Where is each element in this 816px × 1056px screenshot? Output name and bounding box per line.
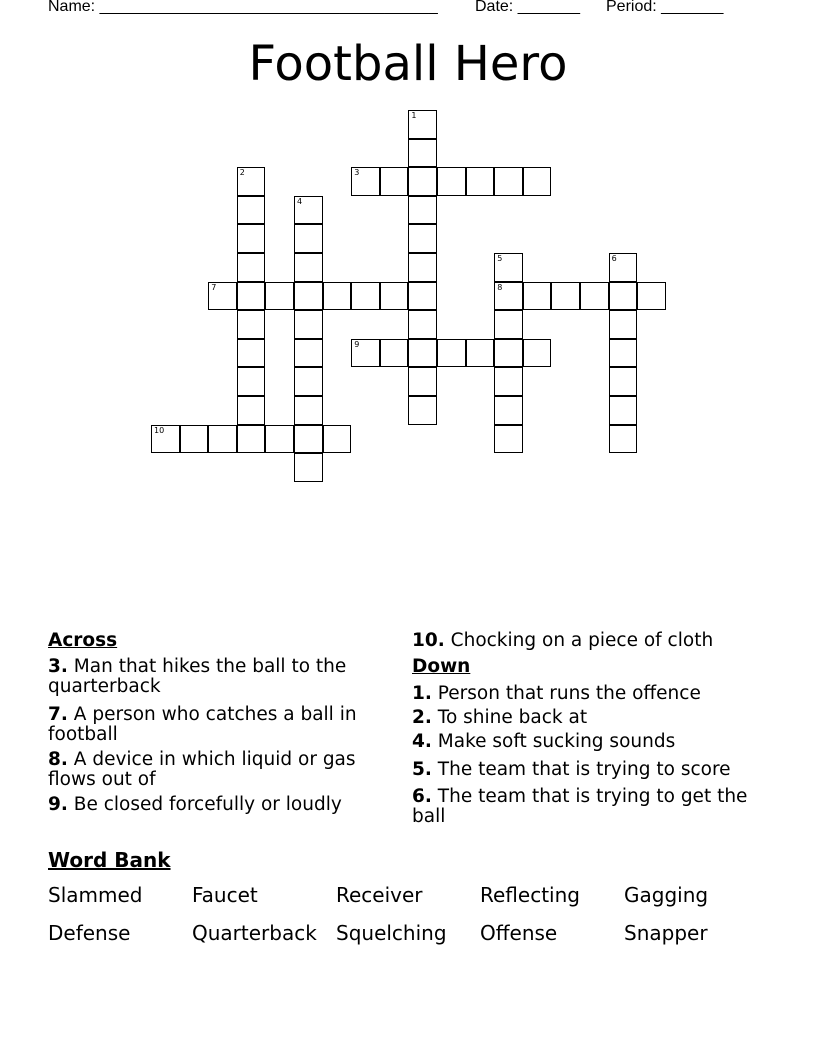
grid-cell[interactable] bbox=[323, 425, 352, 454]
grid-cell[interactable] bbox=[437, 339, 466, 368]
clue-number-label: 5 bbox=[497, 254, 503, 263]
grid-cell[interactable] bbox=[494, 282, 523, 311]
grid-cell[interactable] bbox=[351, 282, 380, 311]
grid-cell[interactable] bbox=[408, 396, 437, 425]
grid-cell[interactable] bbox=[380, 339, 409, 368]
grid-cell[interactable] bbox=[294, 224, 323, 253]
grid-cell[interactable] bbox=[609, 253, 638, 282]
word-bank-item: Quarterback bbox=[192, 921, 317, 945]
grid-cell[interactable] bbox=[237, 310, 266, 339]
clue-text: Make soft sucking sounds bbox=[437, 731, 676, 752]
grid-cell[interactable] bbox=[237, 339, 266, 368]
clue-across-3 bbox=[48, 657, 388, 697]
grid-cell[interactable] bbox=[380, 167, 409, 196]
clue-down-6 bbox=[412, 787, 757, 827]
clue-number: 8. bbox=[48, 749, 68, 770]
grid-cell[interactable] bbox=[609, 367, 638, 396]
grid-cell[interactable] bbox=[237, 425, 266, 454]
grid-cell[interactable] bbox=[208, 425, 237, 454]
grid-cell[interactable] bbox=[408, 367, 437, 396]
clue-number: 7. bbox=[48, 704, 68, 725]
clue-number-label: 10 bbox=[154, 425, 165, 435]
word-bank-item: Offense bbox=[480, 921, 558, 945]
grid-cell[interactable] bbox=[208, 282, 237, 311]
clue-across-9 bbox=[48, 795, 388, 815]
word-bank-item: Gagging bbox=[624, 883, 709, 907]
grid-cell[interactable] bbox=[609, 310, 638, 339]
grid-cell[interactable] bbox=[408, 110, 437, 139]
clue-down-1 bbox=[412, 684, 757, 704]
clue-text: Chocking on a piece of cloth bbox=[450, 630, 714, 651]
grid-cell[interactable] bbox=[294, 310, 323, 339]
grid-cell[interactable] bbox=[437, 167, 466, 196]
grid-cell[interactable] bbox=[294, 253, 323, 282]
clue-text: A person who catches a ball in football bbox=[48, 704, 357, 745]
grid-cell[interactable] bbox=[466, 339, 495, 368]
grid-cell[interactable] bbox=[408, 167, 437, 196]
grid-cell[interactable] bbox=[408, 196, 437, 225]
clue-text: The team that is trying to score bbox=[437, 759, 731, 780]
grid-cell[interactable] bbox=[408, 310, 437, 339]
period-field[interactable]: Period: _______ bbox=[606, 0, 724, 15]
clue-number: 5. bbox=[412, 759, 432, 780]
page-title: Football Hero bbox=[248, 36, 568, 92]
grid-cell[interactable] bbox=[494, 396, 523, 425]
grid-cell[interactable] bbox=[408, 139, 437, 168]
date-field[interactable]: Date: _______ bbox=[475, 0, 580, 15]
grid-cell[interactable] bbox=[494, 310, 523, 339]
clue-text: A device in which liquid or gas flows out of bbox=[48, 749, 356, 790]
word-bank-heading: Word Bank bbox=[48, 848, 171, 872]
clue-across-8 bbox=[48, 750, 388, 790]
word-bank-item: Slammed bbox=[48, 883, 143, 907]
grid-cell[interactable] bbox=[237, 167, 266, 196]
down-clues bbox=[412, 631, 757, 827]
grid-cell[interactable] bbox=[237, 224, 266, 253]
grid-cell[interactable] bbox=[265, 425, 294, 454]
clue-number: 10. bbox=[412, 630, 445, 651]
grid-cell[interactable] bbox=[494, 253, 523, 282]
grid-cell[interactable] bbox=[294, 282, 323, 311]
clue-text: Person that runs the offence bbox=[437, 683, 701, 704]
grid-cell[interactable] bbox=[523, 282, 552, 311]
grid-cell[interactable] bbox=[151, 425, 180, 454]
grid-cell[interactable] bbox=[609, 425, 638, 454]
clue-number-label: 2 bbox=[239, 168, 245, 178]
grid-cell[interactable] bbox=[494, 167, 523, 196]
clue-number-label: 6 bbox=[611, 254, 617, 263]
grid-cell[interactable] bbox=[351, 167, 380, 196]
grid-cell[interactable] bbox=[609, 282, 638, 311]
grid-cell[interactable] bbox=[637, 282, 666, 311]
grid-cell[interactable] bbox=[408, 282, 437, 311]
grid-cell[interactable] bbox=[494, 425, 523, 454]
clue-number-label: 4 bbox=[297, 196, 303, 206]
grid-cell[interactable] bbox=[237, 253, 266, 282]
clue-number-label: 3 bbox=[354, 168, 360, 178]
clue-across-10 bbox=[412, 631, 757, 651]
word-bank-item: Receiver bbox=[336, 883, 423, 907]
clue-number: 1. bbox=[412, 683, 432, 704]
clue-text: Man that hikes the ball to the quarterback bbox=[48, 656, 347, 697]
grid-cell[interactable] bbox=[551, 282, 580, 311]
grid-cell[interactable] bbox=[523, 167, 552, 196]
grid-cell[interactable] bbox=[466, 167, 495, 196]
grid-cell[interactable] bbox=[609, 396, 638, 425]
grid-cell[interactable] bbox=[237, 367, 266, 396]
clue-text: Be closed forcefully or loudly bbox=[73, 794, 342, 815]
clue-number-label: 9 bbox=[354, 339, 360, 349]
clue-number: 2. bbox=[412, 707, 432, 728]
grid-cell[interactable] bbox=[380, 282, 409, 311]
grid-cell[interactable] bbox=[494, 339, 523, 368]
grid-cell[interactable] bbox=[323, 282, 352, 311]
word-bank-item: Faucet bbox=[192, 883, 258, 907]
grid-cell[interactable] bbox=[523, 339, 552, 368]
grid-cell[interactable] bbox=[265, 282, 294, 311]
clue-down-5 bbox=[412, 760, 757, 780]
grid-cell[interactable] bbox=[237, 282, 266, 311]
grid-cell[interactable] bbox=[408, 339, 437, 368]
word-bank-item: Defense bbox=[48, 921, 131, 945]
clue-down-2 bbox=[412, 708, 757, 728]
clue-text: The team that is trying to get the ball bbox=[412, 786, 748, 827]
grid-cell[interactable] bbox=[237, 196, 266, 225]
word-bank-item: Snapper bbox=[624, 921, 708, 945]
clue-down-4 bbox=[412, 732, 757, 752]
grid-cell[interactable] bbox=[294, 396, 323, 425]
grid-cell[interactable] bbox=[351, 339, 380, 368]
grid-cell[interactable] bbox=[294, 367, 323, 396]
clue-number: 6. bbox=[412, 786, 432, 807]
grid-cell[interactable] bbox=[609, 339, 638, 368]
down-heading: Down bbox=[412, 656, 471, 677]
clue-number-label: 1 bbox=[411, 111, 417, 120]
grid-cell[interactable] bbox=[294, 196, 323, 225]
clue-across-7 bbox=[48, 705, 388, 745]
grid-cell[interactable] bbox=[408, 224, 437, 253]
word-bank-item: Reflecting bbox=[480, 883, 580, 907]
grid-cell[interactable] bbox=[294, 425, 323, 454]
clue-number: 3. bbox=[48, 656, 68, 677]
grid-cell[interactable] bbox=[408, 253, 437, 282]
clue-number: 4. bbox=[412, 731, 432, 752]
name-field[interactable]: Name: ______________________________________ bbox=[48, 0, 438, 15]
grid-cell[interactable] bbox=[494, 367, 523, 396]
grid-cell[interactable] bbox=[180, 425, 209, 454]
word-bank-item: Squelching bbox=[336, 921, 447, 945]
clue-text: To shine back at bbox=[437, 707, 588, 728]
clue-number: 9. bbox=[48, 794, 68, 815]
grid-cell[interactable] bbox=[294, 339, 323, 368]
across-clues bbox=[48, 631, 388, 815]
grid-cell[interactable] bbox=[580, 282, 609, 311]
grid-cell[interactable] bbox=[237, 396, 266, 425]
grid-cell[interactable] bbox=[294, 453, 323, 482]
clue-number-label: 7 bbox=[211, 282, 217, 292]
clue-number-label: 8 bbox=[497, 282, 503, 292]
across-heading: Across bbox=[48, 630, 118, 651]
